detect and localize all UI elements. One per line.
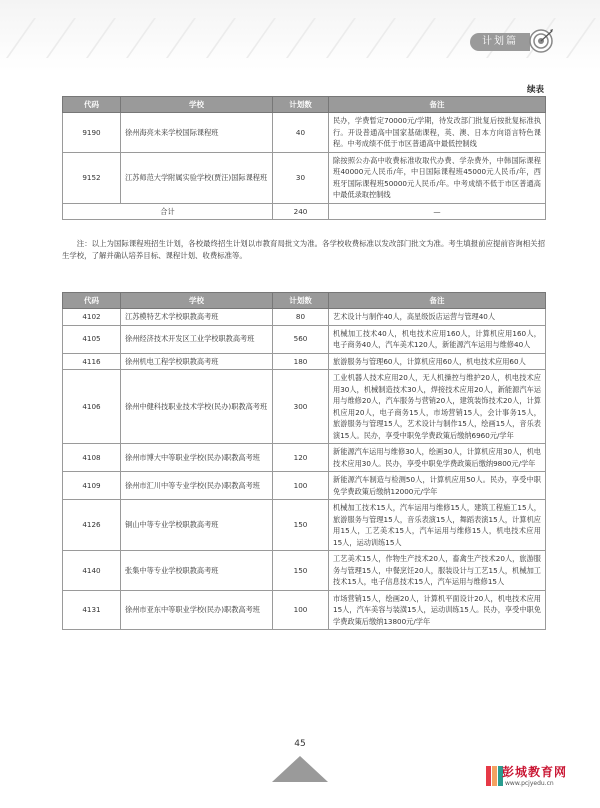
target-icon <box>528 28 554 54</box>
cell-plan: 120 <box>273 444 329 472</box>
cell-school: 张集中等专业学校职教高考班 <box>121 551 273 591</box>
cell-school: 徐州市汇川中等专业学校(民办)职教高考班 <box>121 472 273 500</box>
table-row <box>63 500 546 551</box>
cell-code: 4109 <box>63 472 121 500</box>
cell-school: 徐州经济技术开发区工业学校职教高考班 <box>121 325 273 353</box>
cell-note: 民办，学费暂定70000元/学期，待发改部门批复后按批复标准执行。开设普通高中国家基础课程，英、澳、日本方向语言特色课程。中考成绩不低于市区普通高中最低控制线 <box>329 113 546 153</box>
cell-note: 除按照公办高中收费标准收取代办费、学杂费外，中韩国际课程班40000元人民币/年，中日国际课程班45000元人民币/年，西班牙国际课程班50000元人民币/年。中考成绩不低于市区普通高中最低录取控制线 <box>329 152 546 203</box>
table-row <box>63 309 546 326</box>
cell-school: 徐州机电工程学校职教高考班 <box>121 353 273 370</box>
site-url: www.pcjyedu.cn <box>505 780 554 787</box>
header-note: 备注 <box>329 97 546 113</box>
section-tab: 计划篇 <box>470 33 530 51</box>
cell-plan: 150 <box>273 500 329 551</box>
total-plan: 240 <box>273 203 329 220</box>
cell-code: 9190 <box>63 113 121 153</box>
cell-code: 4131 <box>63 590 121 630</box>
cell-plan: 80 <box>273 309 329 326</box>
cell-note: 工艺美术15人，作物生产技术20人，畜禽生产技术20人，旅游服务与管理15人，中餐烹饪20人，服装设计与工艺15人，机械加工技术15人，电子信息技术15人，汽车运用与维修15人 <box>329 551 546 591</box>
cell-school: 徐州海亮未来学校国际课程班 <box>121 113 273 153</box>
table-row <box>63 152 546 203</box>
cell-note: 工业机器人技术应用20人，无人机操控与维护20人，机电技术应用30人，机械制造技术30人，焊接技术应用20人，新能源汽车运用与维修20人，汽车服务与营销20人，建筑装饰技术20人，计算机应用20人，电子商务15人，市场营销15人，会计事务15人，旅游服务与管理15人，艺术设计与制作15人，绘画15人，音乐表演15人。民办，享受中职免学费政策后缴纳6960元/学年 <box>329 370 546 444</box>
cell-school: 徐州市博大中等职业学校(民办)职教高考班 <box>121 444 273 472</box>
cell-code: 4140 <box>63 551 121 591</box>
cell-plan: 30 <box>273 152 329 203</box>
total-label: 合计 <box>63 203 273 220</box>
table-row <box>63 370 546 444</box>
cell-code: 4105 <box>63 325 121 353</box>
header-code: 代码 <box>63 293 121 309</box>
cell-code: 4102 <box>63 309 121 326</box>
total-note: — <box>329 203 546 220</box>
cell-plan: 40 <box>273 113 329 153</box>
cell-school: 江苏师范大学附属实验学校(贾汪)国际课程班 <box>121 152 273 203</box>
page-number: 45 <box>294 739 306 749</box>
header-plan: 计划数 <box>273 293 329 309</box>
header-note: 备注 <box>329 293 546 309</box>
cell-note: 艺术设计与制作40人，高星级饭店运营与管理40人 <box>329 309 546 326</box>
table-header-row <box>63 97 546 113</box>
cell-note: 市场营销15人，绘画20人，计算机平面设计20人，机电技术应用15人，汽车美容与装潢15人，运动训练15人。民办，享受中职免学费政策后缴纳13800元/学年 <box>329 590 546 630</box>
table-footnote: 注：以上为国际课程班招生计划，各校最终招生计划以市教育局批文为准。各学校收费标准以发改部门批文为准。考生填报前应提前咨询相关招生学校，了解并确认培养目标、课程计划、收费标准等。 <box>62 239 545 260</box>
cell-note: 旅游服务与管理60人，计算机应用60人，机电技术应用60人 <box>329 353 546 370</box>
cell-plan: 100 <box>273 472 329 500</box>
table-row <box>63 590 546 630</box>
cell-code: 4108 <box>63 444 121 472</box>
cell-note: 新能源汽车制造与检测50人，计算机应用50人。民办，享受中职免学费政策后缴纳12000元/学年 <box>329 472 546 500</box>
cell-plan: 100 <box>273 590 329 630</box>
cell-school: 江苏模特艺术学校职教高考班 <box>121 309 273 326</box>
total-row <box>63 203 546 220</box>
table-row <box>63 444 546 472</box>
cell-note: 机械加工技术40人，机电技术应用160人，计算机应用160人，电子商务40人，汽车美术120人，新能源汽车运用与维修40人 <box>329 325 546 353</box>
cell-plan: 150 <box>273 551 329 591</box>
cell-plan: 180 <box>273 353 329 370</box>
cell-code: 4116 <box>63 353 121 370</box>
cell-code: 9152 <box>63 152 121 203</box>
continued-label: 续表 <box>526 85 544 95</box>
cell-note: 新能源汽车运用与维修30人，绘画30人，计算机应用30人，机电技术应用30人。民办，享受中职免学费政策后缴纳9800元/学年 <box>329 444 546 472</box>
header-code: 代码 <box>63 97 121 113</box>
intl-course-table <box>62 96 546 220</box>
cell-school: 徐州市亚东中等职业学校(民办)职教高考班 <box>121 590 273 630</box>
table-row <box>63 551 546 591</box>
site-name: 彭城教育网 <box>502 765 568 779</box>
header-plan: 计划数 <box>273 97 329 113</box>
cell-plan: 300 <box>273 370 329 444</box>
cell-code: 4126 <box>63 500 121 551</box>
table-row <box>63 472 546 500</box>
cell-code: 4106 <box>63 370 121 444</box>
cell-school: 徐州中健科技职业技术学校(民办)职教高考班 <box>121 370 273 444</box>
page-number-decoration <box>272 752 328 782</box>
table-row <box>63 325 546 353</box>
cell-note: 机械加工技术15人，汽车运用与维修15人，建筑工程施工15人，旅游服务与管理15人，音乐表演15人，舞蹈表演15人，计算机应用15人，工艺美术15人，汽车运用与维修15人，机电技术应用15人，运动训练15人 <box>329 500 546 551</box>
table-row <box>63 113 546 153</box>
header-school: 学校 <box>121 97 273 113</box>
table-header-row <box>63 293 546 309</box>
cell-school: 铜山中等专业学校职教高考班 <box>121 500 273 551</box>
table-row <box>63 353 546 370</box>
cell-plan: 560 <box>273 325 329 353</box>
header-school: 学校 <box>121 293 273 309</box>
vocational-table <box>62 292 546 630</box>
